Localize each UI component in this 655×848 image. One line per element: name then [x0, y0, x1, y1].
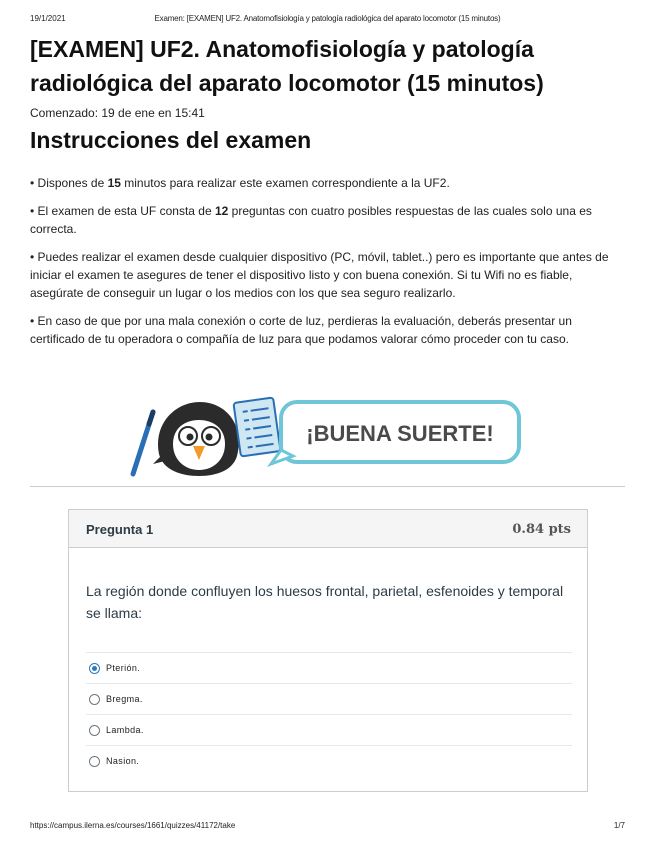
instruction-time: • Dispones de 15 minutos para realizar este examen correspondiente a la UF2.	[30, 176, 450, 190]
answer-label[interactable]: Nasion.	[106, 756, 140, 766]
penguin-icon	[153, 402, 239, 476]
radio-icon[interactable]	[89, 694, 100, 705]
radio-icon[interactable]	[89, 756, 100, 767]
question-name: Pregunta 1	[86, 522, 154, 537]
speech-bubble	[271, 402, 519, 464]
answer-option[interactable]	[86, 652, 572, 683]
question-points: 0.84 pts	[512, 522, 571, 537]
answer-list	[86, 652, 572, 776]
pen-icon	[133, 412, 153, 474]
checklist-icon	[233, 397, 280, 456]
instruction-connection: • En caso de que por una mala conexión o corte de luz, perdieras la evaluación, deberás presentar un certificado de tu operadora o compañía de luz para que podamos valorar cómo proceder con tu caso.	[30, 314, 572, 346]
instructions-body	[30, 174, 620, 358]
question-text: La región donde confluyen los huesos frontal, parietal, esfenoides y temporal se llama:	[86, 583, 564, 621]
print-footer	[30, 821, 625, 833]
question-header	[69, 510, 587, 548]
answer-option[interactable]	[86, 714, 572, 745]
question-card	[68, 509, 588, 792]
divider	[30, 486, 625, 487]
good-luck-banner	[125, 394, 525, 480]
answer-label[interactable]: Bregma.	[106, 694, 143, 704]
good-luck-illustration	[125, 394, 525, 480]
print-url: https://campus.ilerna.es/courses/1661/quizzes/41172/take	[30, 821, 236, 830]
print-header	[30, 14, 625, 26]
time-minutes: 15	[107, 176, 121, 190]
instruction-device: • Puedes realizar el examen desde cualquier dispositivo (PC, móvil, tablet..) pero es importante que antes de iniciar el examen te asegures de tener el dispositivo listo y con buena conexión. Si tu Wifi no es fiable, asegúrate de conseguir un lugar o los medios con los que sea seguro realizarlo.	[30, 250, 609, 300]
question-count: 12	[214, 204, 229, 218]
started-timestamp: Comenzado: 19 de ene en 15:41	[30, 106, 205, 120]
radio-icon[interactable]	[89, 725, 100, 736]
good-luck-text: ¡BUENA SUERTE!	[306, 421, 494, 446]
print-title: Examen: [EXAMEN] UF2. Anatomofisiología y patología radiológica del aparato locomotor (15 minutos)	[154, 14, 501, 23]
answer-option[interactable]	[86, 683, 572, 714]
answer-option[interactable]	[86, 745, 572, 776]
instruction-questions: • El examen de esta UF consta de 12 preguntas con cuatro posibles respuestas de las cuales solo una es correcta.	[30, 204, 592, 236]
page-title: [EXAMEN] UF2. Anatomofisiología y patología radiológica del aparato locomotor (15 minutos)	[30, 36, 544, 96]
print-date: 19/1/2021	[30, 14, 66, 23]
page-number: 1/7	[613, 821, 625, 830]
answer-label[interactable]: Lambda.	[106, 725, 144, 735]
instructions-heading: Instrucciones del examen	[30, 127, 312, 153]
answer-label[interactable]: Pterión.	[106, 663, 141, 673]
radio-checked-icon[interactable]	[89, 663, 100, 674]
